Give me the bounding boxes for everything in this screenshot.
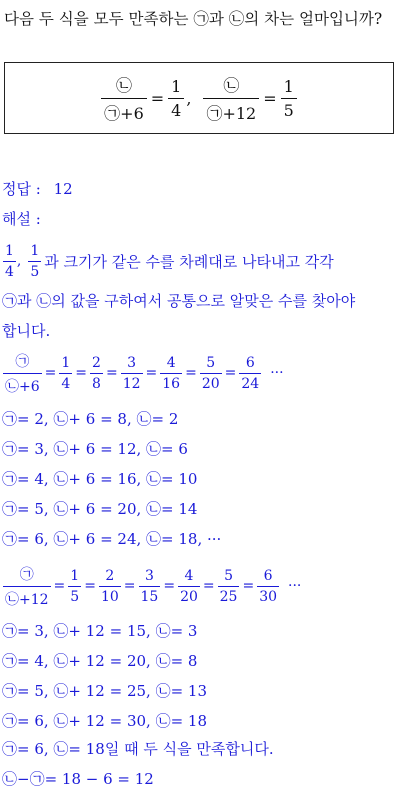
chain-1-term-denominator: 24 [239, 373, 261, 392]
formula-fraction-2-rhs-denominator: 5 [281, 98, 297, 120]
chain-1-term-denominator: 16 [160, 373, 182, 392]
chain-1-term-numerator: 4 [166, 354, 176, 371]
chain-1-term-numerator: 6 [245, 354, 255, 371]
answer-value: 12 [53, 180, 73, 198]
chain-2-term-numerator: 1 [70, 567, 80, 584]
values-list-1-row: ㉠= 3, ㉡+ 6 = 12, ㉡= 6 [2, 440, 188, 458]
chain-2-term-2 [139, 568, 161, 605]
chain-2-equals-5: = [242, 578, 255, 594]
chain-2-term-numerator: 6 [263, 567, 273, 584]
formula-box [4, 62, 394, 134]
chain-1-term-5 [239, 355, 261, 392]
answer-label: 정답 : [2, 180, 41, 198]
para-fraction-1-denominator: 4 [3, 261, 16, 280]
chain-1-equals-3: = [145, 365, 158, 381]
fraction-chain-2 [2, 563, 301, 609]
chain-2-term-numerator: 4 [184, 567, 194, 584]
values-list-2-row: ㉠= 3, ㉡+ 12 = 15, ㉡= 3 [2, 622, 198, 640]
para-separator: , [16, 253, 22, 269]
para-fraction-1 [3, 243, 16, 280]
formula-fraction-1-denominator: ㉠+6 [101, 98, 147, 124]
chain-1-term-numerator: 2 [92, 354, 101, 371]
para-fraction-2-denominator: 5 [28, 261, 41, 280]
explanation-label: 해설 : [2, 210, 41, 228]
chain-1-term-4 [200, 355, 222, 392]
formula-fraction-2-rhs-numerator: 1 [283, 76, 294, 96]
chain-2-equals-0: = [53, 578, 66, 594]
chain-1-equals-4: = [185, 365, 197, 381]
chain-2-term-numerator: 5 [224, 567, 233, 584]
chain-1-term-denominator: 20 [200, 373, 222, 392]
chain-1-equals-2: = [105, 365, 118, 381]
chain-2-term-1 [99, 568, 121, 605]
values-list-2-row: ㉠= 6, ㉡+ 12 = 30, ㉡= 18 [2, 712, 207, 730]
chain-1-ellipsis: ··· [270, 365, 284, 381]
chain-2-lhs [3, 564, 51, 609]
chain-2-lhs-denominator: ㉡+12 [3, 586, 51, 609]
chain-1-equals-5: = [224, 365, 237, 381]
chain-2-term-numerator: 3 [144, 567, 154, 584]
chain-1-term-denominator: 4 [59, 373, 72, 392]
chain-2-ellipsis: ··· [288, 578, 302, 594]
question-text: 다음 두 식을 모두 만족하는 ㉠과 ㉡의 차는 얼마입니까? [4, 10, 383, 28]
equals-sign: = [263, 88, 277, 108]
values-list-1-row: ㉠= 2, ㉡+ 6 = 8, ㉡= 2 [2, 410, 179, 428]
chain-2-term-denominator: 5 [68, 586, 81, 605]
chain-2-term-0 [68, 568, 81, 605]
chain-1-lhs-denominator: ㉡+6 [3, 373, 42, 396]
values-list-2-row: ㉠= 4, ㉡+ 12 = 20, ㉡= 8 [2, 652, 198, 670]
explanation-paragraph-line-3: 합니다. [2, 322, 51, 340]
chain-1-equals-1: = [75, 365, 88, 381]
chain-1-term-0 [59, 355, 72, 392]
chain-1-equals-0: = [44, 365, 57, 381]
values-list-1-row: ㉠= 5, ㉡+ 6 = 20, ㉡= 14 [2, 500, 198, 518]
formula-fraction-2-numerator: ㉡ [223, 75, 240, 95]
formula-fraction-1-rhs-denominator: 4 [168, 98, 184, 120]
para-fraction-2-numerator: 1 [30, 242, 40, 259]
formula-fraction-1-numerator: ㉡ [115, 75, 132, 95]
chain-1-term-numerator: 5 [206, 354, 216, 371]
formula-fraction-1-rhs-numerator: 1 [171, 76, 182, 96]
chain-1-term-numerator: 1 [61, 354, 71, 371]
chain-2-term-denominator: 15 [139, 586, 161, 605]
para-text-1: 과 크기가 같은 수를 차례대로 나타내고 각각 [44, 252, 334, 271]
formula-fraction-1 [101, 73, 147, 124]
final-answer-line: ㉡−㉠= 18 − 6 = 12 [2, 770, 154, 788]
chain-2-term-denominator: 20 [178, 586, 200, 605]
chain-2-equals-2: = [123, 578, 136, 594]
chain-1-lhs-numerator: ㉠ [15, 353, 30, 370]
chain-1-term-denominator: 12 [121, 373, 143, 392]
chain-2-equals-4: = [202, 578, 215, 594]
explanation-paragraph-line-2: ㉠과 ㉡의 값을 구하여서 공통으로 알맞은 수를 찾아야 [2, 292, 356, 310]
answer-line [2, 178, 73, 200]
chain-1-term-denominator: 8 [90, 373, 103, 392]
chain-2-term-denominator: 30 [257, 586, 279, 605]
chain-2-lhs-numerator: ㉠ [19, 566, 34, 583]
chain-2-equals-1: = [84, 578, 96, 594]
formula-fraction-2-rhs [281, 77, 297, 120]
explanation-paragraph-line-1 [2, 238, 334, 284]
values-list-1-row: ㉠= 4, ㉡+ 6 = 16, ㉡= 10 [2, 470, 198, 488]
chain-2-term-denominator: 25 [218, 586, 240, 605]
chain-2-term-denominator: 10 [99, 586, 121, 605]
chain-1-term-3 [160, 355, 182, 392]
chain-2-term-3 [178, 568, 200, 605]
chain-1-lhs [3, 351, 42, 396]
fraction-chain-1 [2, 350, 284, 396]
formula-fraction-2-denominator: ㉠+12 [203, 98, 259, 124]
chain-2-equals-3: = [163, 578, 176, 594]
formula-fraction-1-rhs [168, 77, 184, 120]
chain-1-term-2 [121, 355, 143, 392]
values-list-1-row: ㉠= 6, ㉡+ 6 = 24, ㉡= 18, ··· [2, 530, 222, 548]
values-list-2-row: ㉠= 5, ㉡+ 12 = 25, ㉡= 13 [2, 682, 207, 700]
chain-2-term-5 [257, 568, 279, 605]
para-fraction-2 [28, 243, 41, 280]
chain-2-term-4 [218, 568, 240, 605]
para-fraction-1-numerator: 1 [5, 242, 14, 259]
formula-separator: , [186, 88, 192, 108]
chain-1-term-numerator: 3 [127, 354, 137, 371]
formula-fraction-2 [203, 73, 259, 124]
conclusion-line: ㉠= 6, ㉡= 18일 때 두 식을 만족합니다. [2, 740, 274, 758]
chain-1-term-1 [90, 355, 103, 392]
equals-sign: = [150, 88, 165, 108]
chain-2-term-numerator: 2 [105, 567, 115, 584]
